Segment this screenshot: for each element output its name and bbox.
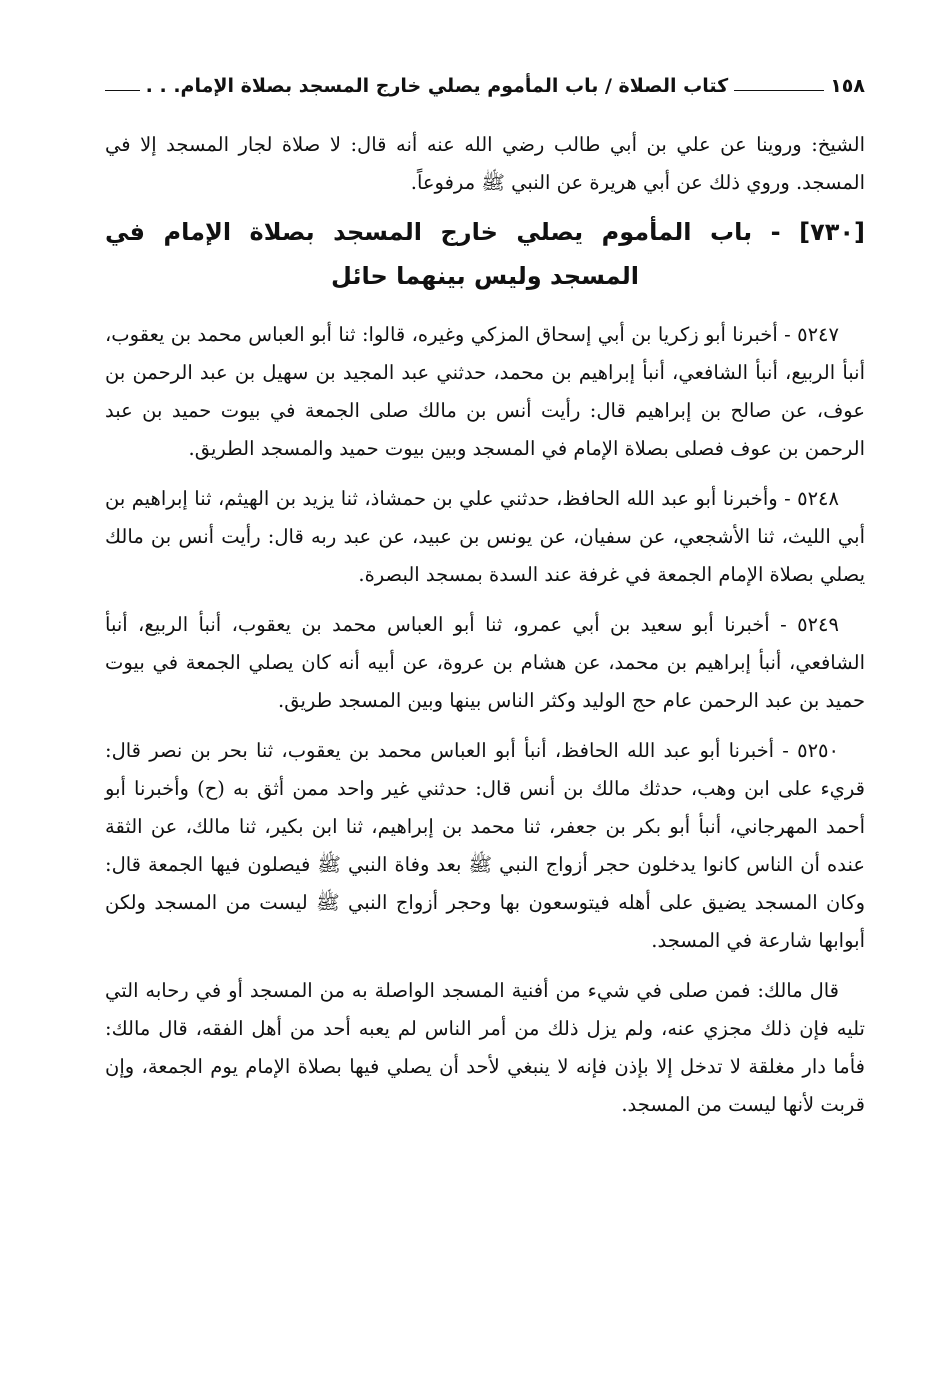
hadith-text: - وأخبرنا أبو عبد الله الحافظ، حدثني علي بن حمشاذ، ثنا يزيد بن الهيثم، ثنا إبراهيم بن أبي الليث، ثنا الأشجعي، عن سفيان، عن يونس بن عبيد، عن عبد ربه قال: رأيت أنس بن مالك يصلي بصلاة الإمام الجمعة في غرفة عند السدة بمسجد البصرة. <box>105 487 865 586</box>
hadith-text: - أخبرنا أبو زكريا بن أبي إسحاق المزكي وغيره، قالوا: ثنا أبو العباس محمد بن يعقوب، أنبأ الربيع، أنبأ الشافعي، أنبأ إبراهيم بن محمد، حدثني عبد المجيد بن سهيل بن عبد الرحمن بن عوف، عن صالح بن إبراهيم قال: رأيت أنس بن مالك صلى الجمعة في بيوت حميد بن عبد الرحمن بن عوف فصلى بصلاة الإمام في المسجد وبين بيوت حميد والمسجد الطريق. <box>105 323 865 460</box>
header-rule-fill <box>105 90 140 91</box>
malik-note-paragraph: قال مالك: فمن صلى في شيء من أفنية المسجد الواصلة به من المسجد أو في رحابه التي تليه فإن ذلك مجزي عنه، ولم يزل ذلك من أمر الناس لم يعبه أحد من أهل الفقه، قال مالك: فأما دار مغلقة لا تدخل إلا بإذن فإنه لا ينبغي لأحد أن يصلي فيها بصلاة الإمام يوم الجمعة، وإن قربت لأنها ليست من المسجد. <box>105 979 865 1116</box>
hadith-number: ٥٢٥٠ <box>797 739 839 762</box>
page-number: ١٥٨ <box>830 75 865 97</box>
header-rule <box>734 90 824 91</box>
hadith-number: ٥٢٤٧ <box>797 323 839 346</box>
hadith-paragraph <box>105 316 865 468</box>
hadith-paragraph <box>105 732 865 960</box>
hadith-number: ٥٢٤٨ <box>797 487 839 510</box>
intro-paragraph: الشيخ: وروينا عن علي بن أبي طالب رضي الله عنه أنه قال: لا صلاة لجار المسجد إلا في المسجد. وروي ذلك عن أبي هريرة عن النبي ﷺ مرفوعاً. <box>105 133 865 194</box>
hadith-text: - أخبرنا أبو عبد الله الحافظ، أنبأ أبو العباس محمد بن يعقوب، ثنا بحر بن نصر قال: قريء على ابن وهب، حدثك مالك بن أنس قال: حدثني غير واحد ممن أثق به (ح) وأخبرنا أبو أحمد المهرجاني، أنبأ أبو بكر بن جعفر، ثنا محمد بن إبراهيم، ثنا ابن بكير، ثنا مالك، عن الثقة عنده أن الناس كانوا يدخلون حجر أزواج النبي ﷺ بعد وفاة النبي ﷺ فيصلون فيها الجمعة قال: وكان المسجد يضيق على أهله فيتوسعون بها وحجر أزواج النبي ﷺ ليست من المسجد ولكن أبوابها شارعة في المسجد. <box>105 739 865 952</box>
chapter-title: [٧٣٠] - باب المأموم يصلي خارج المسجد بصلاة الإمام في المسجد وليس بينهما حائل <box>105 218 865 290</box>
hadith-paragraph <box>105 606 865 720</box>
hadith-number: ٥٢٤٩ <box>797 613 839 636</box>
book-page <box>105 66 865 1124</box>
page-header <box>105 66 865 106</box>
hadith-paragraph <box>105 480 865 594</box>
running-title: كتاب الصلاة / باب المأموم يصلي خارج المسجد بصلاة الإمام. . . <box>145 75 729 97</box>
hadith-text: - أخبرنا أبو سعيد بن أبي عمرو، ثنا أبو العباس محمد بن يعقوب، أنبأ الربيع، أنبأ الشافعي، أنبأ إبراهيم بن محمد، عن هشام بن عروة، عن أبيه أنه كان يصلي الجمعة في بيوت حميد بن عبد الرحمن عام حج الوليد وكثر الناس بينها وبين المسجد طريق. <box>105 613 865 712</box>
